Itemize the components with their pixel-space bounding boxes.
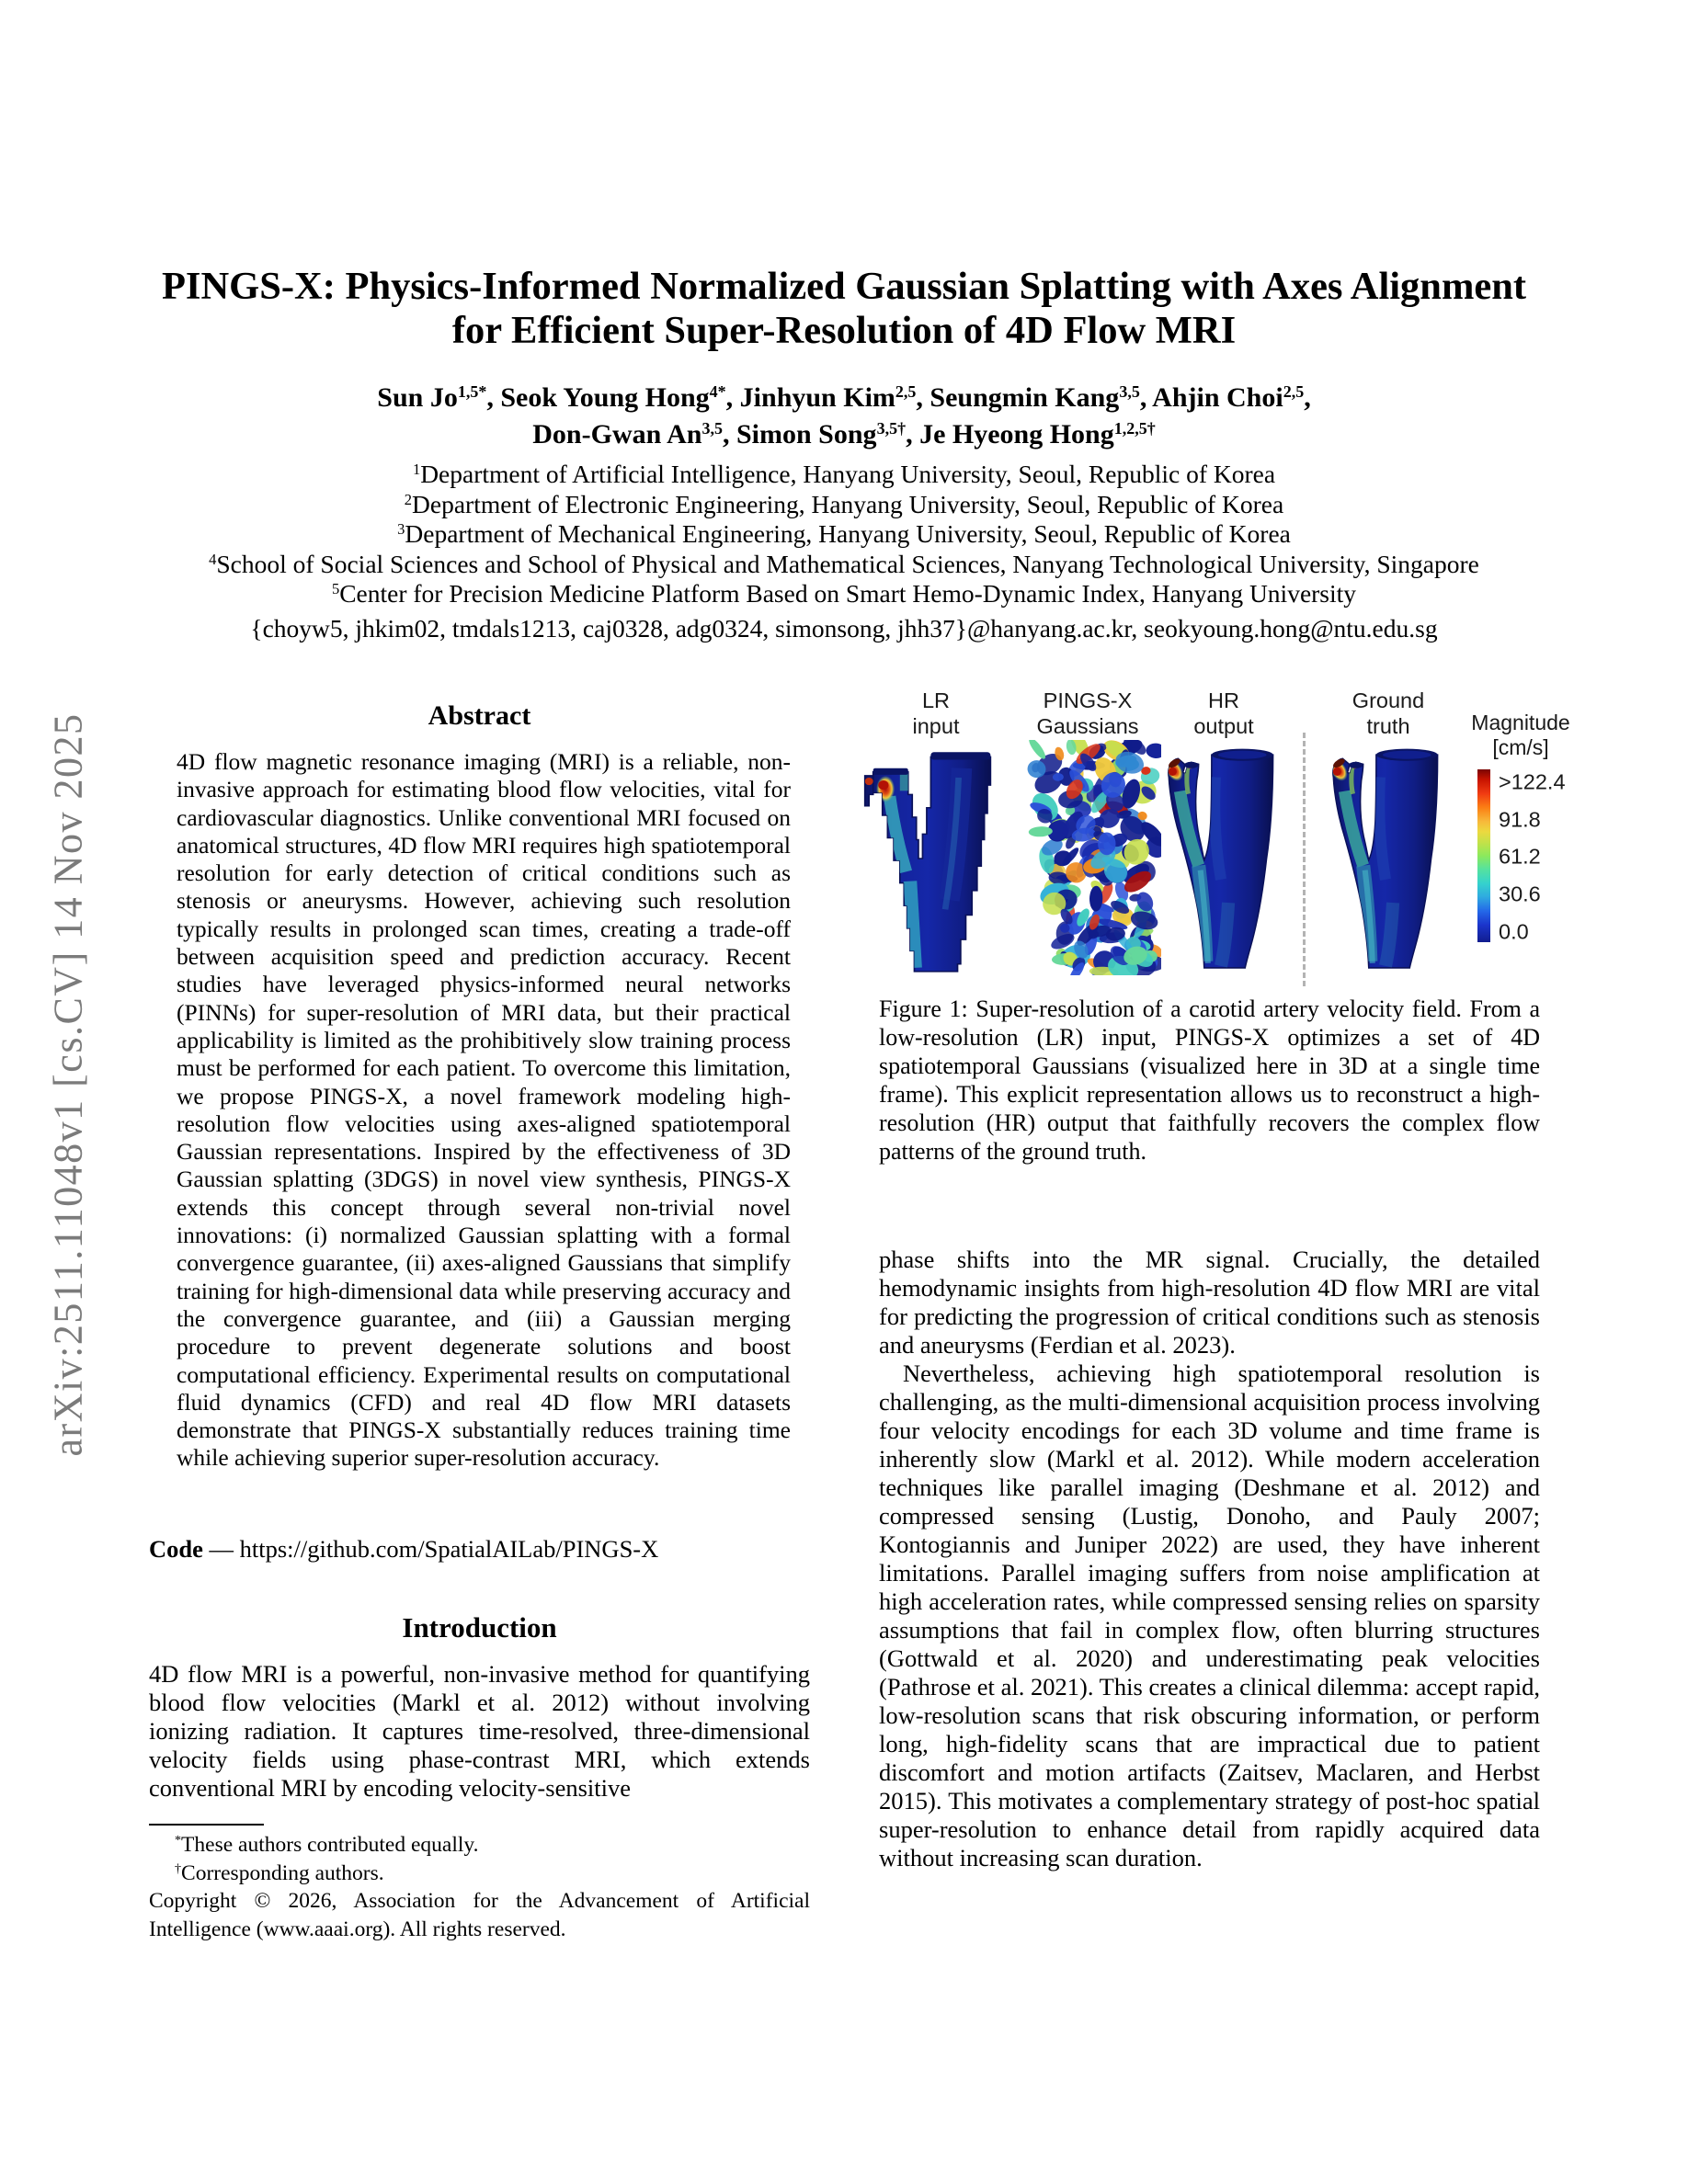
authors-line1: Sun $Jo^{1,5*}$, Seok Young Hong$^{4*}$, Jinhyun Kim$^{2,5}$, Seungmin Kang$^{3,5}$, Ahjin Choi$^{2,5}$, bbox=[377, 382, 1311, 413]
introduction-paragraph: 4D flow MRI is a powerful, non-invasive method for quantifying blood flow velocities (Markl et al. 2012) without involving ionizing radiation. It captures time-resolved, three-dimensional velocity fields using phase-contrast MRI, which extends conventional MRI by encoding velocity-sensitive bbox=[149, 1660, 810, 1802]
abstract-heading: Abstract bbox=[428, 700, 531, 731]
code-label: Code bbox=[149, 1535, 203, 1563]
affiliation-4: $^4$School of Social Sciences and School of Physical and Mathematical Sciences, Nanyang Technological University, Singapore bbox=[209, 549, 1479, 578]
colorbar-gradient bbox=[1477, 769, 1490, 942]
colorbar-tick-30: 30.6 bbox=[1499, 882, 1541, 906]
vessel-image-ground-truth bbox=[1318, 740, 1458, 973]
abstract-text: 4D flow magnetic resonance imaging (MRI) is a reliable, non-invasive approach for estimating blood flow velocities, vital for cardiovascular diagnostics. Unlike conventional MRI focused on anatomical structures, 4D flow MRI requires high spatiotemporal resolution for early detection of critical conditions such as stenosis or aneurysms. However, achieving such resolution typically results in prolonged scan times, creating a trade-off between acquisition speed and prediction accuracy. Recent studies have leveraged physics-informed neural networks (PINNs) for super-resolution of MRI data, but their practical applicability is limited as the prohibitively slow training process must be performed for each patient. To overcome this limitation, we propose PINGS-X, a novel framework modeling high-resolution flow velocities using axes-aligned spatiotemporal Gaussian representations. Inspired by the effectiveness of 3D Gaussian splatting (3DGS) in novel view synthesis, PINGS-X extends this concept through several non-trivial novel innovations: (i) normalized Gaussian splatting with a formal convergence guarantee, (ii) axes-aligned Gaussians that simplify training for high-dimensional data while preserving accuracy and the convergence guarantee, and (iii) a Gaussian merging procedure to prevent degenerate solutions and boost computational efficiency. Experimental results on computational fluid dynamics (CFD) and real 4D flow MRI datasets demonstrate that PINGS-X substantially reduces training time while achieving superior super-resolution accuracy. bbox=[177, 748, 791, 1472]
affiliation-2: $^2$Department of Electronic Engineering, Hanyang University, Seoul, Republic of Korea bbox=[404, 489, 1284, 518]
vessel-image-hr-output bbox=[1154, 740, 1294, 973]
colorbar-tick-91: 91.8 bbox=[1499, 807, 1541, 832]
code-dash: — bbox=[209, 1535, 234, 1563]
paper-title-line1: PINGS-X: Physics-Informed Normalized Gaussian Splatting with Axes Alignment bbox=[161, 265, 1527, 308]
panel-label-pingsx-gaussians: PINGS-X Gaussians bbox=[1036, 688, 1139, 738]
authors-line2: Don-Gwan An$^{3,5}$, Simon Song$^{3,5\dagger}$, Je Hyeong Hong$^{1,2,5\dagger}$ bbox=[532, 419, 1156, 449]
footnote-copyright: Copyright © 2026, Association for the Advancement of Artificial Intelligence (www.aaai.org). All rights reserved. bbox=[149, 1889, 810, 1941]
colorbar-tick-61: 61.2 bbox=[1499, 844, 1541, 869]
right-column-body bbox=[879, 1246, 1540, 1872]
footnote-block bbox=[149, 1824, 810, 1943]
author-emails: {choyw5, jhkim02, tmdals1213, caj0328, adg0324, simonsong, jhh37}@hanyang.ac.kr, seokyoung.hong@ntu.edu.sg bbox=[250, 614, 1438, 643]
affiliation-5: $^5$Center for Precision Medicine Platform Based on Smart Hemo-Dynamic Index, Hanyang University bbox=[331, 579, 1357, 609]
panel-label-lr-input: LR input bbox=[912, 688, 960, 738]
panel-label-hr-output: HR output bbox=[1193, 688, 1254, 738]
vessel-image-lr-input bbox=[859, 740, 1013, 975]
figure-dashed-divider bbox=[1303, 733, 1306, 986]
footnote-corresponding: †Corresponding authors. bbox=[175, 1860, 384, 1885]
paper-title bbox=[0, 265, 1688, 353]
affiliation-3: $^3$Department of Mechanical Engineering, Hanyang University, Seoul, Republic of Korea bbox=[397, 519, 1291, 549]
arxiv-watermark: arXiv:2511.11048v1 [cs.CV] 14 Nov 2025 bbox=[45, 712, 91, 1457]
footnote-equal-contribution: *These authors contributed equally. bbox=[175, 1833, 479, 1857]
paper-title-line2: for Efficient Super-Resolution of 4D Flow MRI bbox=[451, 309, 1237, 352]
body-paragraph-nevertheless: Nevertheless, achieving high spatiotemporal resolution is challenging, as the multi-dimensional acquisition process involving four velocity encodings for each 3D volume and time frame is inherently slow (Markl et al. 2012). While modern acceleration techniques like parallel imaging (Deshmane et al. 2012) and compressed sensing (Lustig, Donoho, and Pauly 2007; Kontogiannis and Juniper 2022) are used, they have inherent limitations. Parallel imaging suffers from noise amplification at high acceleration rates, while compressed sensing relies on sparsity assumptions that fail in complex flow, often blurring structures (Gottwald et al. 2020) and underestimating peak velocities (Pathrose et al. 2021). This creates a clinical dilemma: accept rapid, low-resolution scans that risk obscuring information, or perform long, high-fidelity scans that are impractical due to patient discomfort and motion artifacts (Zaitsev, Maclaren, and Herbst 2015). This motivates a complementary strategy of post-hoc spatial super-resolution to enhance detail from rapidly acquired data without increasing scan duration. bbox=[879, 1359, 1540, 1871]
colorbar-tick-0: 0.0 bbox=[1499, 919, 1529, 944]
vessel-image-gaussians bbox=[1014, 740, 1161, 975]
footnote-rule bbox=[149, 1824, 264, 1826]
figure-1 bbox=[879, 685, 1570, 993]
code-url-link[interactable]: https://github.com/SpatialAILab/PINGS-X bbox=[239, 1535, 659, 1563]
introduction-heading: Introduction bbox=[402, 1611, 557, 1644]
colorbar-tick-max: >122.4 bbox=[1499, 769, 1566, 794]
body-paragraph-continuation: phase shifts into the MR signal. Crucially, the detailed hemodynamic insights from high-resolution 4D flow MRI are vital for predicting the progression of critical conditions such as stenosis and aneurysms (Ferdian et al. 2023). bbox=[879, 1246, 1540, 1359]
affiliation-1: $^1$Department of Artificial Intelligence, Hanyang University, Seoul, Republic of Korea bbox=[412, 460, 1276, 488]
affiliation-block bbox=[0, 460, 1688, 609]
figure-1-caption: Figure 1: Super-resolution of a carotid artery velocity field. From a low-resolution (LR) input, PINGS-X optimizes a set of 4D spatiotemporal Gaussians (visualized here in 3D at a single time frame). This explicit representation allows us to reconstruct a high-resolution (HR) output that faithfully recovers the complex flow patterns of the ground truth. bbox=[879, 995, 1540, 1165]
code-line bbox=[149, 1535, 810, 1564]
author-block bbox=[0, 380, 1688, 453]
panel-label-ground-truth: Ground truth bbox=[1352, 688, 1425, 738]
colorbar-title: Magnitude [cm/s] bbox=[1471, 711, 1570, 759]
